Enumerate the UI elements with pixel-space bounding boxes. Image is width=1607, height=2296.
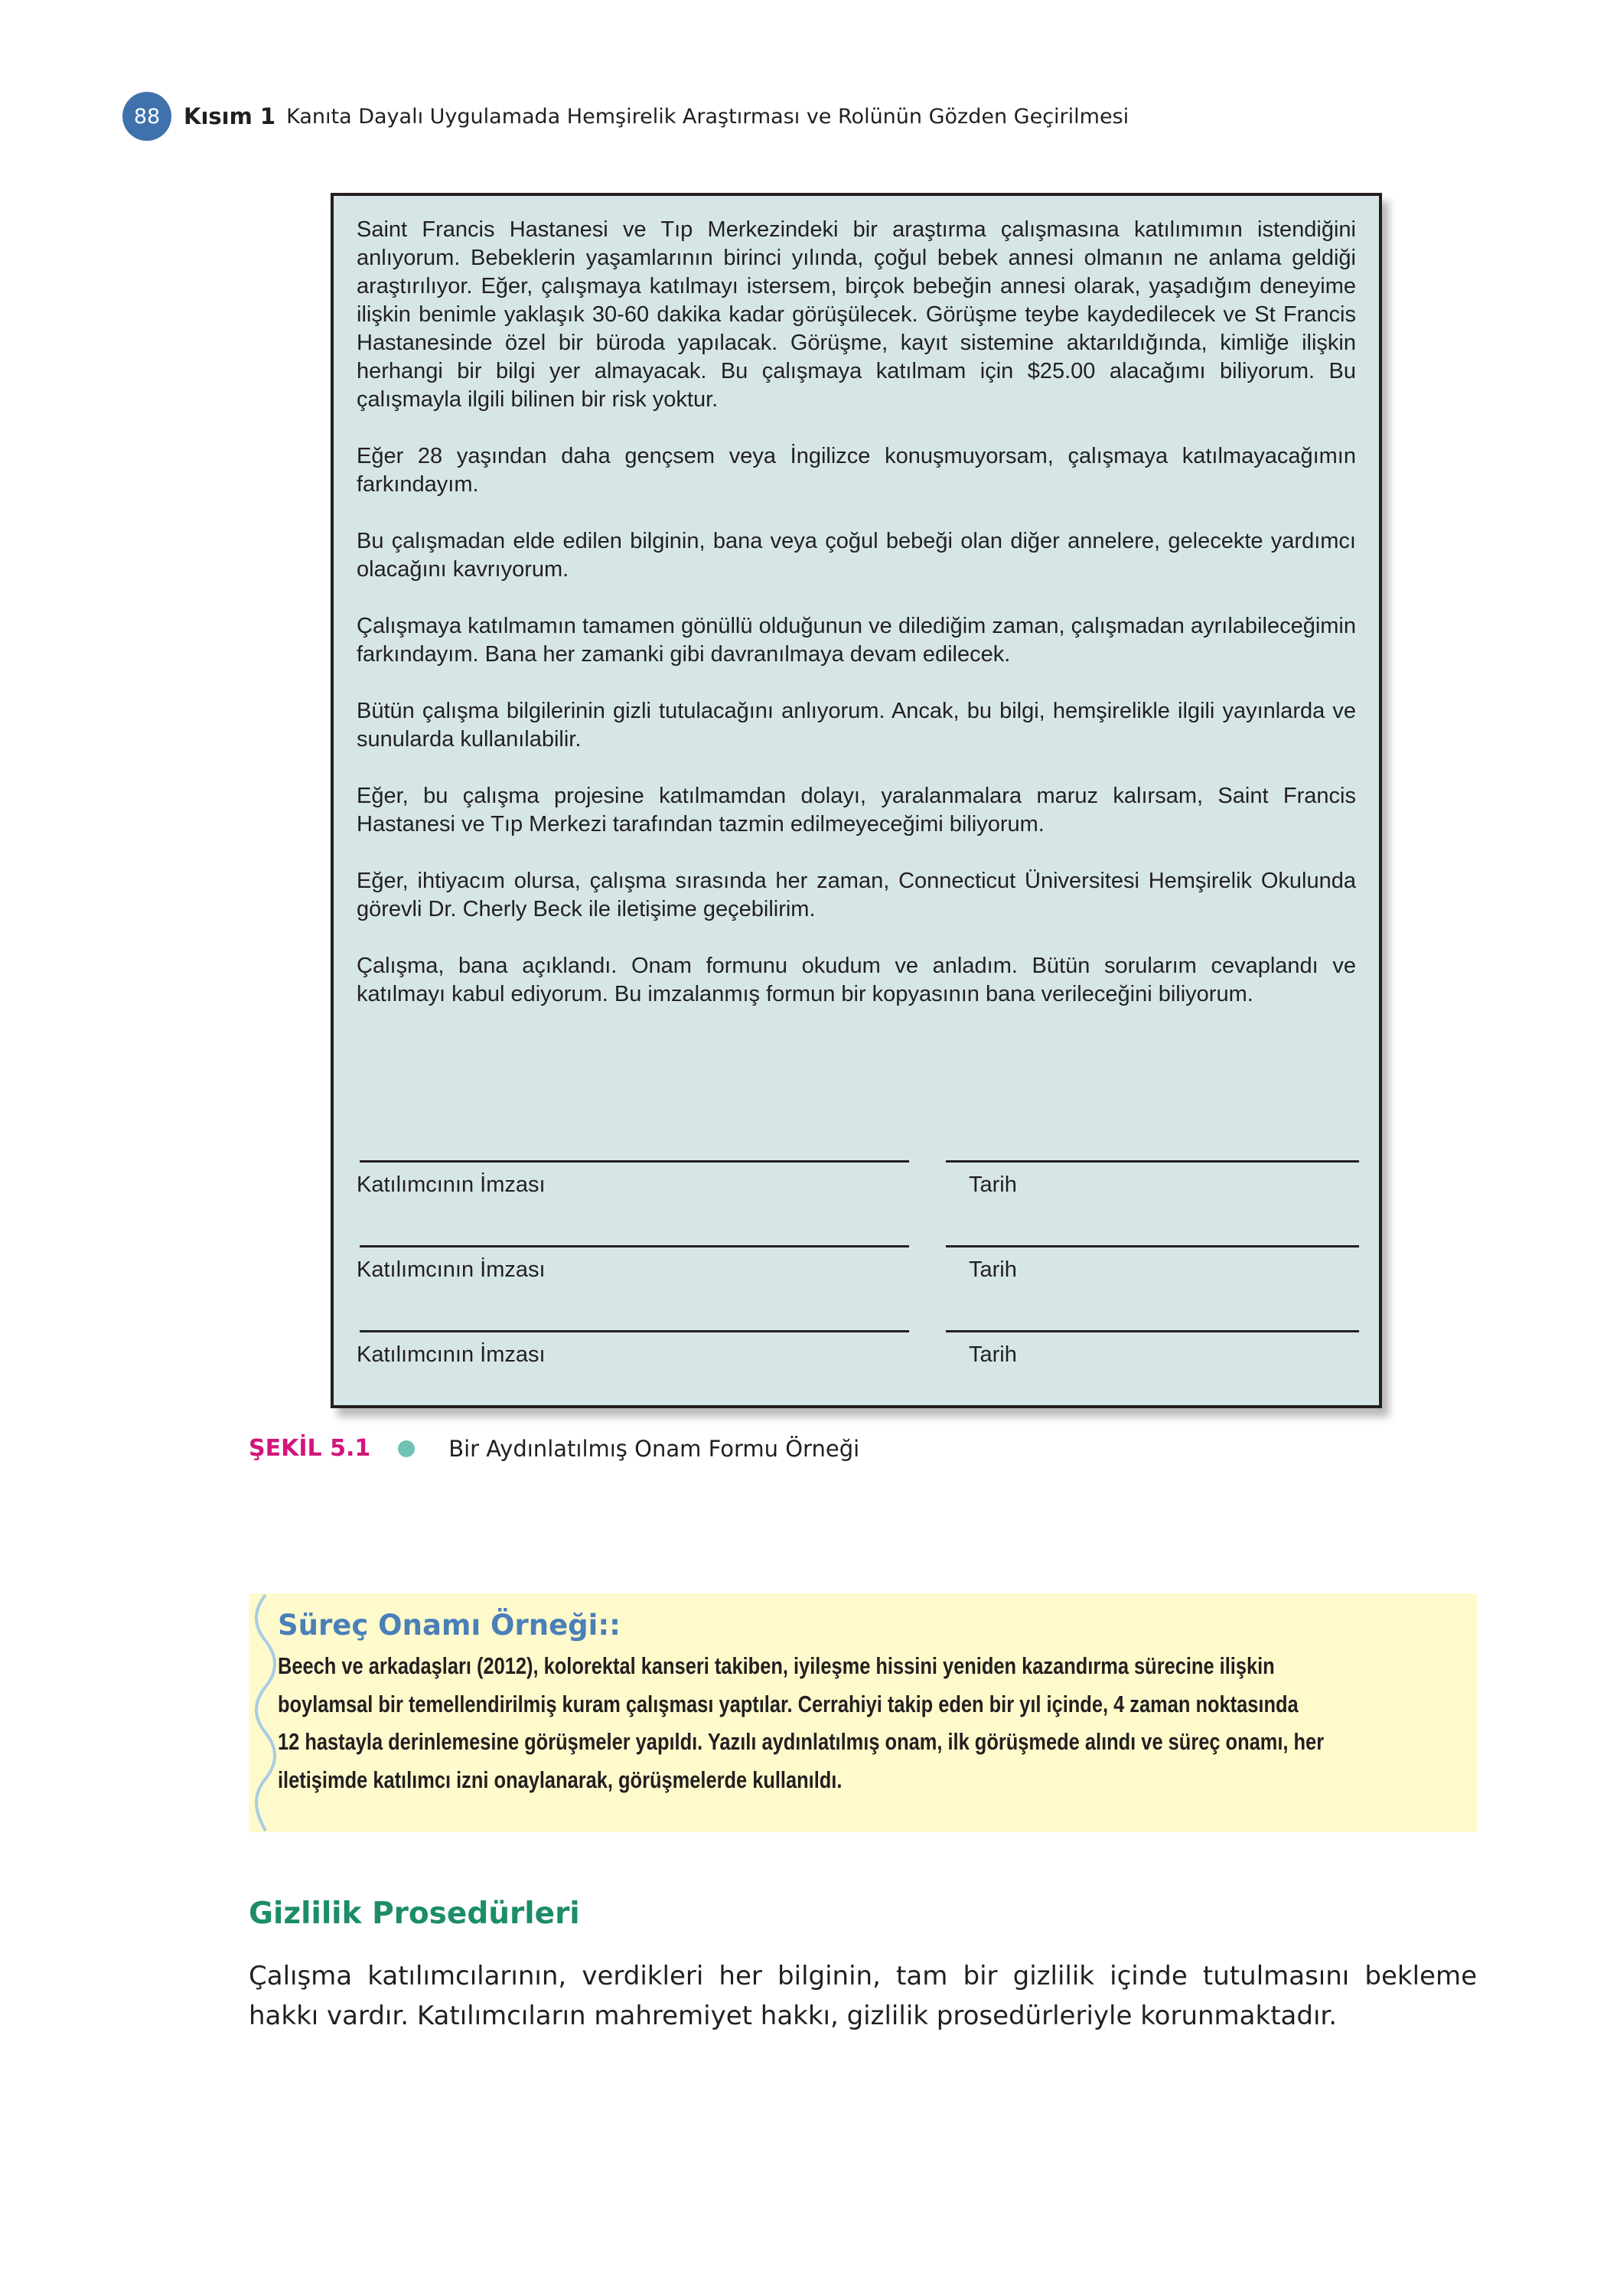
part-label: Kısım 1 (184, 103, 276, 129)
page-number-badge: 88 (122, 92, 171, 141)
date-line (946, 1330, 1359, 1332)
signature-row (357, 1160, 1362, 1244)
form-paragraph: Çalışma, bana açıklandı. Onam formunu okudum ve anladım. Bütün sorularım cevaplandı ve katılmayı kabul ediyorum. Bu imzalanmış formun bir kopyasının bana verileceğini biliyorum. (357, 954, 1356, 1006)
form-paragraph: Bütün çalışma bilgilerinin gizli tutulacağını anlıyorum. Ancak, bu bilgi, hemşirelikle ilgili yayınlarda ve sunularda kullanılabilir. (357, 699, 1356, 752)
figure-caption-text: Bir Aydınlatılmış Onam Formu Örneği (448, 1435, 860, 1462)
figure-caption (249, 1435, 859, 1462)
form-paragraph: Eğer 28 yaşından daha gençsem veya İngilizce konuşmuyorsam, çalışmaya katılmayacağımın farkındayım. (357, 444, 1356, 497)
callout-line: 12 hastayla derinlemesine görüşmeler yapıldı. Yazılı aydınlatılmış onam, ilk görüşmede alındı ve süreç onamı, her (278, 1728, 1325, 1755)
callout-title: Süreç Onamı Örneği:: (278, 1609, 621, 1642)
signature-line (360, 1245, 909, 1247)
running-title: Kanıta Dayalı Uygulamada Hemşirelik Araştırması ve Rolünün Gözden Geçirilmesi (286, 104, 1129, 129)
signature-line (360, 1330, 909, 1332)
callout-line: Beech ve arkadaşları (2012), kolorektal kanseri takiben, iyileşme hissini yeniden kazandırma sürecine ilişkin (278, 1652, 1275, 1679)
date-label: Tarih (969, 1342, 1017, 1367)
form-paragraph: Saint Francis Hastanesi ve Tıp Merkezindeki bir araştırma çalışmasına katılımımın istendiğini anlıyorum. Bebeklerin yaşamlarının birinci yılında, çoğul bebek annesi olmanın ne anlama geldiği araştırılıyor. Eğer, çalışmaya katılmayı istersem, birçok bebeğin annesi olarak, yaşadığım deneyime ilişkin benimle yaklaşık 30-60 dakika kadar görüşülecek. Görüşme teybe kaydedilecek ve St Francis Hastanesinde özel bir büroda yapılacak. Görüşme, kayıt sistemine aktarıldığında, kimliğe ilişkin herhangi bir bilgi yer almayacak. Bu çalışmaya katılmam için $25.00 alacağımı biliyorum. Bu çalışmayla ilgili bilinen bir risk yoktur. (357, 217, 1356, 412)
signature-row (357, 1330, 1362, 1414)
signature-line (360, 1160, 909, 1163)
callout-body (278, 1647, 1325, 1799)
signature-label: Katılımcının İmzası (357, 1342, 546, 1367)
page-header (122, 92, 1129, 141)
date-line (946, 1245, 1359, 1247)
form-paragraph: Çalışmaya katılmamın tamamen gönüllü olduğunun ve dilediğim zaman, çalışmadan ayrılabileceğimin farkındayım. Bana her zamanki gibi davranılmaya devam edilecek. (357, 614, 1356, 667)
figure-label: ŞEKİL 5.1 (249, 1435, 371, 1462)
date-label: Tarih (969, 1257, 1017, 1282)
callout-line: iletişimde katılımcı izni onaylanarak, görüşmelerde kullanıldı. (278, 1766, 843, 1793)
date-line (946, 1160, 1359, 1163)
section-paragraph: Çalışma katılımcılarının, verdikleri her bilginin, tam bir gizlilik içinde tutulmasını bekleme hakkı vardır. Katılımcıların mahremiyet hakkı, gizlilik prosedürleriyle korunmaktadır. (249, 1961, 1477, 2031)
signature-label: Katılımcının İmzası (357, 1172, 546, 1197)
form-paragraph: Eğer, bu çalışma projesine katılmamdan dolayı, yaralanmalara maruz kalırsam, Saint Francis Hastanesi ve Tıp Merkezi tarafından tazmin edilmeyeceğimi biliyorum. (357, 784, 1356, 837)
section-heading: Gizlilik Prosedürleri (249, 1896, 580, 1931)
date-label: Tarih (969, 1172, 1017, 1197)
wavy-border-icon (249, 1593, 279, 1832)
example-callout-box (249, 1593, 1477, 1832)
signature-row (357, 1245, 1362, 1329)
form-paragraph: Eğer, ihtiyacım olursa, çalışma sırasında her zaman, Connecticut Üniversitesi Hemşirelik Okulunda görevli Dr. Cherly Beck ile iletişime geçebilirim. (357, 869, 1356, 921)
form-paragraph: Bu çalışmadan elde edilen bilginin, bana veya çoğul bebeği olan diğer annelere, gelecekte yardımcı olacağını kavrıyorum. (357, 529, 1356, 582)
callout-line: boylamsal bir temellendirilmiş kuram çalışması yaptılar. Cerrahiyi takip eden bir yıl içinde, 4 zaman noktasında (278, 1690, 1299, 1717)
signature-label: Katılımcının İmzası (357, 1257, 546, 1282)
consent-form-figure (331, 193, 1382, 1408)
bullet-dot-icon (398, 1440, 415, 1457)
